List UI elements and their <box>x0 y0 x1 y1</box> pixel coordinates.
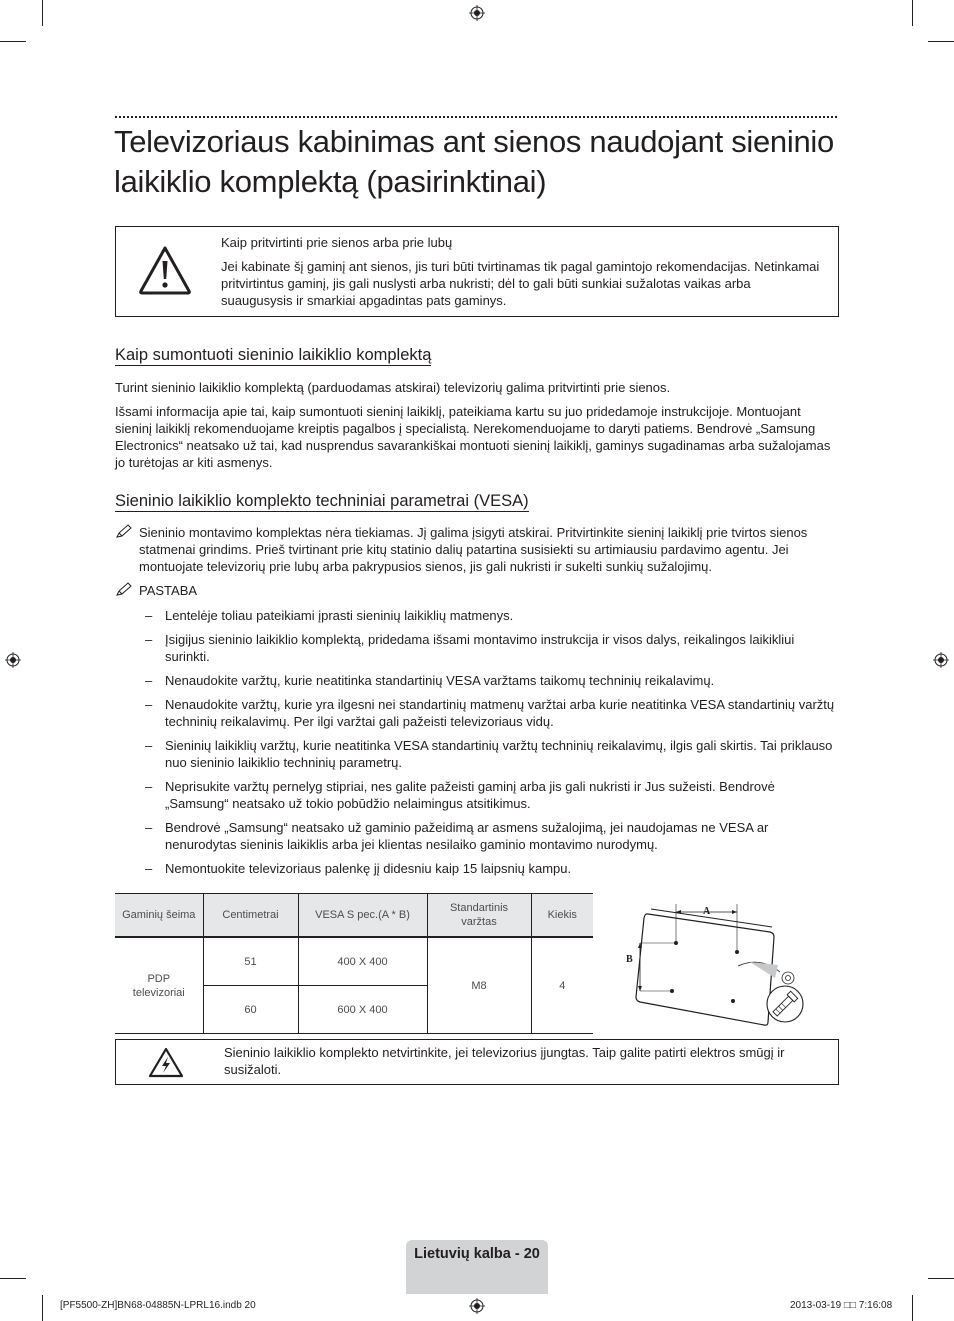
table-row <box>115 937 593 986</box>
electric-warning-text: Sieninio laikiklio komplekto netvirtinkite, jei televizorius įjungtas. Taip galite patirti elektros smūgį ir susižaloti. <box>224 1045 785 1077</box>
note-text: Sieninio montavimo komplektas nėra tiekiamas. Jį galima įsigyti atskirai. Pritvirtinkite sieninį laikiklį prie tvirtos sienos statmenai grindims. Prieš tvirtinant prie kitų statinio dalių patartina susisiekti su artimiausiu pardavimo agentu. Jei montuojate televizorių prie lubų arba pakrypusios sienos, jis gali nukristi ir sukelti sunkių sužalojimų. <box>139 525 808 574</box>
warning-box <box>115 226 839 317</box>
table-header: Gaminių šeima <box>115 894 203 938</box>
warning-heading: Kaip pritvirtinti prie sienos arba prie lubų <box>221 235 453 250</box>
note-label: PASTABA <box>139 583 198 598</box>
install-paragraph-2: Išsami informacija apie tai, kaip sumontuoti sieninį laikiklį, pateikiama kartu su juo pridedamoje instrukcijoje. Montuojant sieninį laikiklį rekomenduojame kreiptis pagalbos į specialistą. Nerekomenduojame to daryti patiems. Bendrovė „Samsung Electronics“ neatsako už tai, kad nusprendus savarankiškai montuoti sieninį laikiklį, gaminys sugadinamas arba sužalojamas jo turėtojas ar kiti asmenys. <box>115 404 831 470</box>
table-header: VESA S pec.(A * B) <box>298 894 427 938</box>
warning-triangle-icon <box>138 244 192 296</box>
list-item: – Sieninių laikiklių varžtų, kurie neatitinka VESA standartinių varžtų techninių reikalavimų, ilgis gali skirtis. Tai priklauso nuo sieninio laikiklio techninių parametrų. <box>145 738 833 770</box>
list-item: – Neprisukite varžtų pernelyg stipriai, nes galite pažeisti gaminį arba jis gali nukristi ir Jus sužeisti. Bendrovė „Samsung“ neatsako už tokio pobūdžio nelaimingus atsitikimus. <box>145 779 775 811</box>
page-number-label: Lietuvių kalba - 20 <box>414 1246 540 1262</box>
table-header-row <box>115 894 593 938</box>
page-title: Televizoriaus kabinimas ant sienos naudojant sieninio laikiklio komplektą (pasirinktinai) <box>114 124 834 199</box>
crop-mark <box>912 1295 913 1321</box>
table-cell-vesa: 400 X 400 <box>298 937 427 986</box>
table-header: Kiekis <box>531 894 593 938</box>
vesa-table <box>115 893 593 1034</box>
warning-text: Jei kabinate šį gaminį ant sienos, jis turi būti tvirtinamas tik pagal gamintojo rekomendacijas. Netinkamai pritvirtintus gaminį, jis gali nuslysti arba nukristi; dėl to gali būti sunkiai sužalotas vaikas arba suaugusysis ir smarkiai apgadintas pats gaminys. <box>221 259 820 308</box>
crop-mark <box>0 41 26 42</box>
table-cell-screw: M8 <box>427 937 531 1034</box>
print-date-info: 2013-03-19 □□ 7:16:08 <box>790 1300 893 1311</box>
table-cell-cm: 60 <box>203 986 298 1034</box>
section-heading-vesa: Sieninio laikiklio komplekto techniniai parametrai (VESA) <box>115 492 529 510</box>
table-cell-vesa: 600 X 400 <box>298 986 427 1034</box>
registration-mark-icon <box>469 5 485 21</box>
title-rule <box>115 116 837 118</box>
crop-mark <box>42 0 43 26</box>
list-item: – Nenaudokite varžtų, kurie neatitinka standartinių VESA varžtams taikomų techninių reikalavimų. <box>145 673 715 688</box>
list-item: – Lentelėje toliau pateikiami įprasti sieninių laikiklių matmenys. <box>145 608 514 623</box>
crop-mark <box>42 1295 43 1321</box>
electric-shock-warning-icon <box>148 1047 184 1079</box>
crop-mark <box>928 1278 954 1279</box>
list-item: – Nemontuokite televizoriaus palenkę jį didesniu kaip 15 laipsnių kampu. <box>145 861 572 876</box>
table-cell-qty: 4 <box>531 937 593 1034</box>
list-item: – Įsigijus sieninio laikiklio komplektą, pridedama išsami montavimo instrukcija ir visos dalys, reikalingos laikikliui surinkti. <box>145 632 795 664</box>
electric-warning-box <box>115 1039 839 1085</box>
list-item: – Nenaudokite varžtų, kurie yra ilgesni nei standartinių matmenų varžtai arba kurie neatitinka VESA standartinių varžtų techninių reikalavimų. Per ilgi varžtai gali pažeisti televizoriaus vidų. <box>145 697 835 729</box>
wall-mount-diagram <box>620 894 820 1034</box>
table-header: Centimetrai <box>203 894 298 938</box>
install-paragraph-1: Turint sieninio laikiklio komplektą (parduodamas atskirai) televizorių galima pritvirtinti prie sienos. <box>115 380 671 395</box>
table-cell-family: PDP televizoriai <box>115 937 203 1034</box>
dimension-label-a: A <box>703 906 711 917</box>
registration-mark-icon <box>469 1298 485 1314</box>
tv-back-panel <box>636 914 774 1025</box>
pencil-note-icon <box>116 582 132 596</box>
registration-mark-icon <box>933 652 949 668</box>
registration-mark-icon <box>5 652 21 668</box>
table-cell-cm: 51 <box>203 937 298 986</box>
print-file-info: [PF5500-ZH]BN68-04885N-LPRL16.indb 20 <box>60 1300 256 1311</box>
crop-mark <box>912 0 913 26</box>
table-header: Standartinis varžtas <box>427 894 531 938</box>
crop-mark <box>0 1278 26 1279</box>
list-item: – Bendrovė „Samsung“ neatsako už gaminio pažeidimą ar asmens sužalojimą, jei naudojamas ne VESA ar nenurodytas sieninis laikiklis arba jei klientas nesilaiko gaminio montavimo nurodymų. <box>145 820 769 852</box>
pencil-note-icon <box>116 524 132 538</box>
dimension-label-b: B <box>626 954 633 965</box>
section-heading-install: Kaip sumontuoti sieninio laikiklio komplektą <box>115 346 432 364</box>
crop-mark <box>928 41 954 42</box>
bullet-list <box>145 607 835 884</box>
